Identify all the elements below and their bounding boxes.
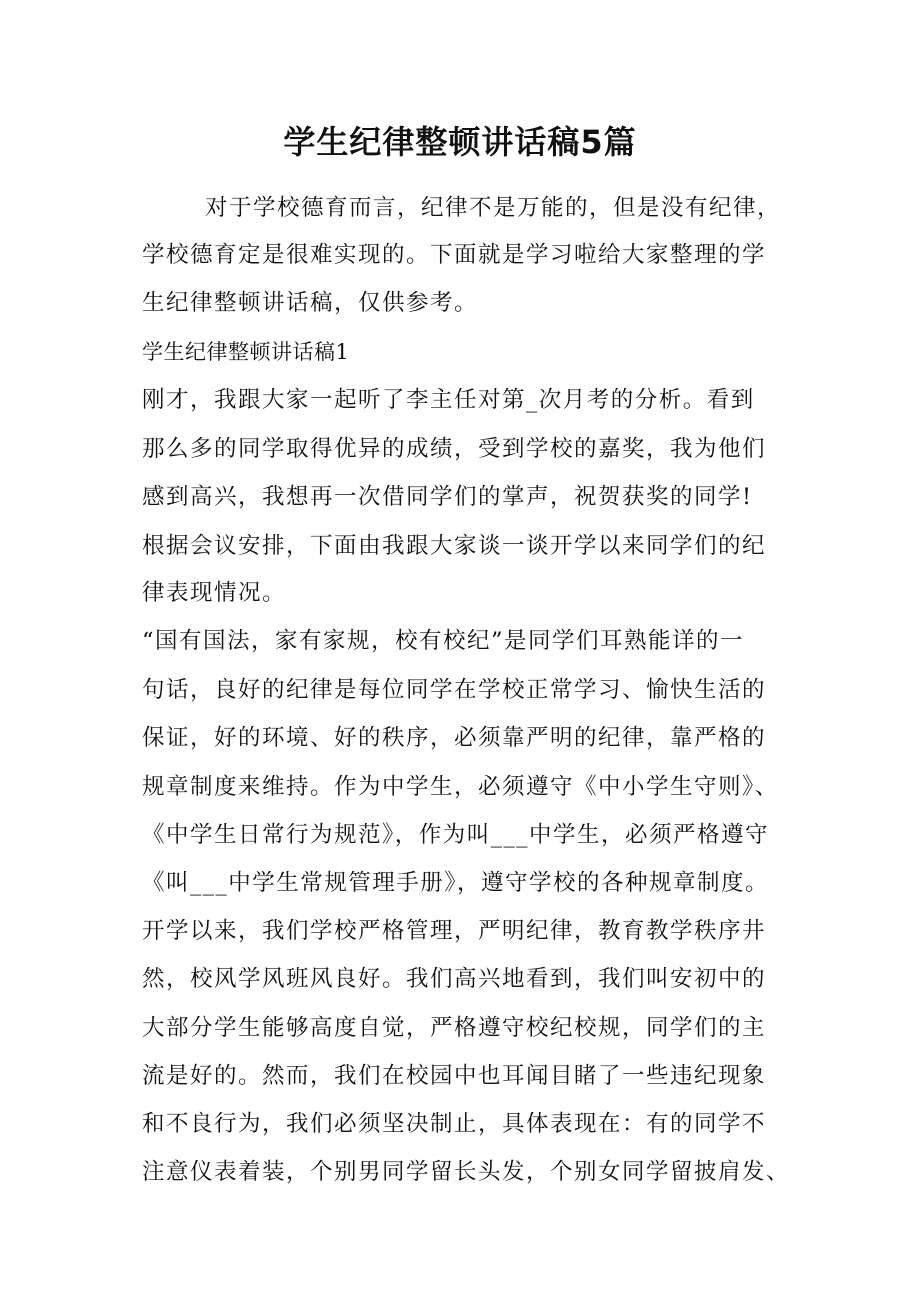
paragraph-line: 刚才，我跟大家一起听了李主任对第_次月考的分析。看到 [142,387,755,413]
paragraph-line: “国有国法，家有家规，校有校纪”是同学们耳熟能详的一 [142,628,745,654]
paragraph-line: 大部分学生能够高度自觉，严格遵守校纪校规，同学们的主 [142,1015,767,1041]
paragraph-line: 根据会议安排，下面由我跟大家谈一谈开学以来同学们的纪 [142,533,767,559]
paragraph-line: 生纪律整顿讲话稿，仅供参考。 [142,290,479,316]
paragraph-line: 律表现情况。 [142,580,287,606]
document-title: 学生纪律整顿讲话稿5篇 [283,123,637,161]
paragraph-line: 注意仪表着装，个别男同学留长头发，个别女同学留披肩发、 [142,1159,791,1185]
paragraph-line: 《中学生日常行为规范》，作为叫___中学生，必须严格遵守 [142,822,770,848]
paragraph-line: 《叫___中学生常规管理手册》，遵守学校的各种规章制度。 [142,870,770,896]
section-heading: 学生纪律整顿讲话稿1 [142,340,350,364]
paragraph-line: 感到高兴，我想再一次借同学们的掌声，祝贺获奖的同学! [142,484,753,510]
paragraph-line: 和不良行为，我们必须坚决制止，具体表现在：有的同学不 [142,1111,767,1137]
paragraph-line: 对于学校德育而言，纪律不是万能的，但是没有纪律， [205,195,782,221]
paragraph-line: 学校德育定是很难实现的。下面就是学习啦给大家整理的学 [142,242,767,268]
paragraph-line: 开学以来，我们学校严格管理，严明纪律，教育教学秩序井 [142,918,767,944]
paragraph-line: 句话，良好的纪律是每位同学在学校正常学习、愉快生活的 [142,677,767,703]
paragraph-line: 保证，好的环境、好的秩序，必须靠严明的纪律，靠严格的 [142,725,767,751]
paragraph-line: 规章制度来维持。作为中学生，必须遵守《中小学生守则》、 [142,774,779,800]
paragraph-line: 然，校风学风班风良好。我们高兴地看到，我们叫安初中的 [142,966,767,992]
paragraph-line: 那么多的同学取得优异的成绩，受到学校的嘉奖，我为他们 [142,436,767,462]
paragraph-line: 流是好的。然而，我们在校园中也耳闻目睹了一些违纪现象 [142,1063,767,1089]
